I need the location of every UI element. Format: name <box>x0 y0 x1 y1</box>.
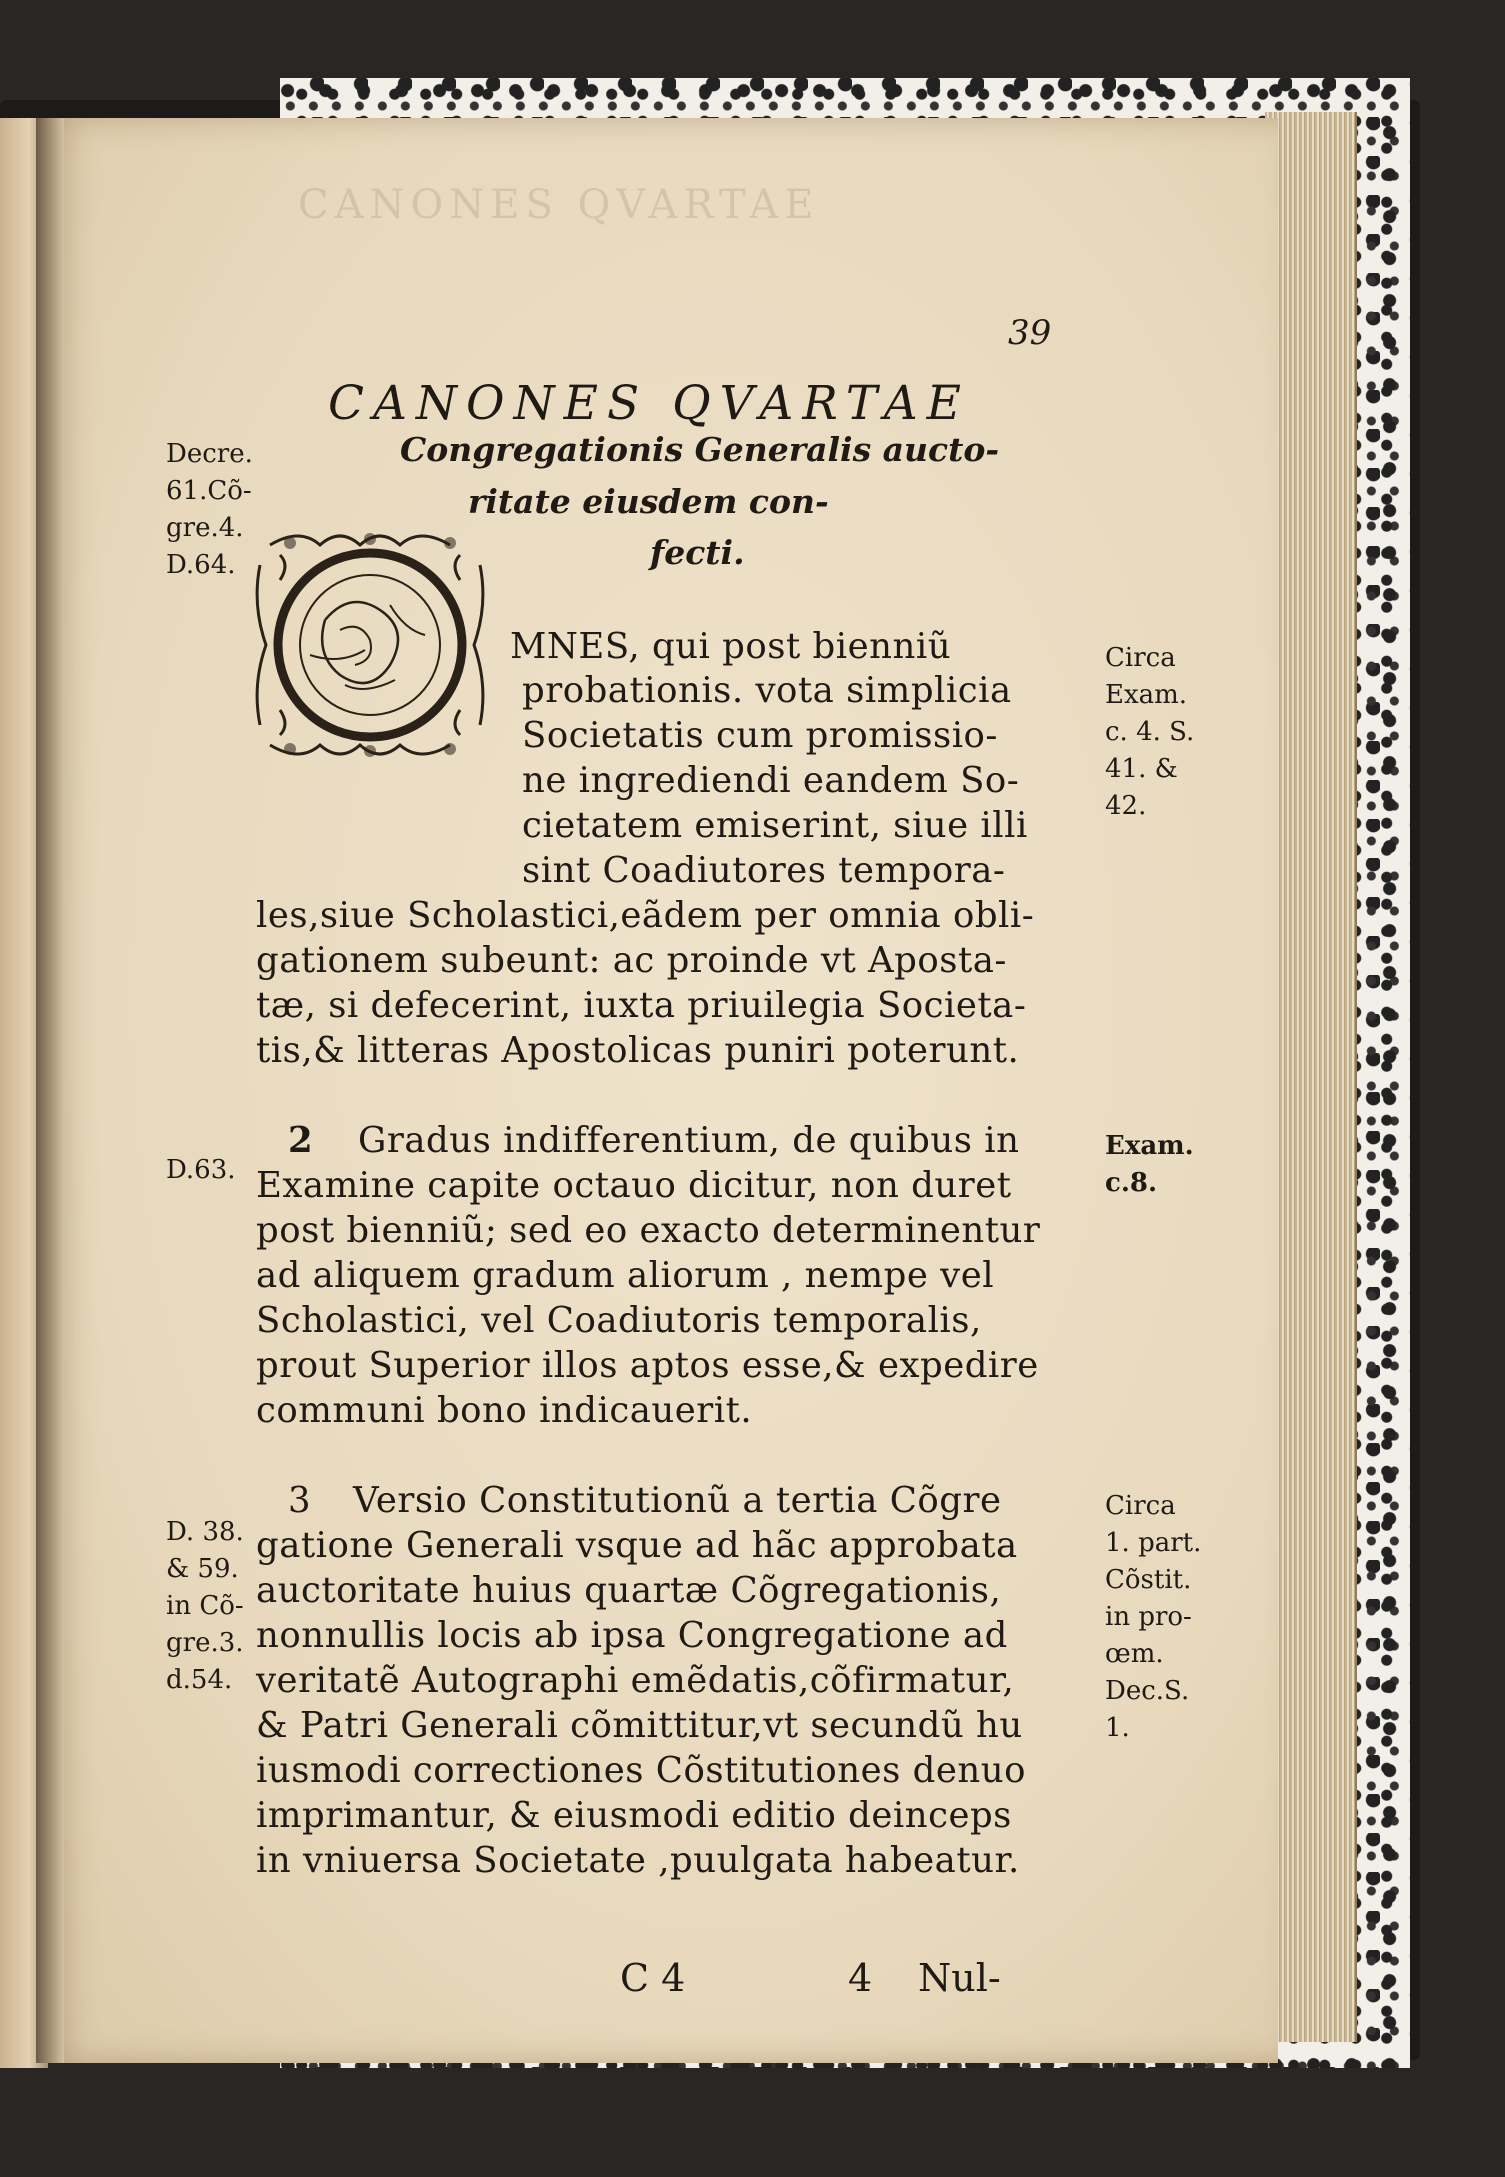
paragraph-3-line-3: auctoritate huius quartæ Cõgregationis, <box>256 1570 1002 1611</box>
paragraph-2-line-4: ad aliquem gradum aliorum , nempe vel <box>256 1255 995 1296</box>
paragraph-1-line-5: cietatem emiserint, siue illi <box>522 805 1028 846</box>
chapter-subtitle-line-1: Congregationis Generalis aucto- <box>400 430 1000 469</box>
paragraph-3-line-8: imprimantur, & eiusmodi editio deinceps <box>256 1795 1012 1836</box>
chapter-subtitle-line-3: fecti. <box>650 533 745 572</box>
paragraph-2-line-2: Examine capite octauo dicitur, non duret <box>256 1165 1012 1206</box>
page-fore-edges <box>1265 112 1357 2042</box>
paragraph-3-line-5: veritatẽ Autographi emẽdatis,cõfirmatur, <box>256 1660 1015 1701</box>
margin-note-right-3: Circa 1. part. Cõstit. in pro- œm. Dec.S. 1. <box>1105 1491 1202 1743</box>
paragraph-1-line-9: tæ, si defecerint, iuxta priuilegia Societa- <box>256 985 1027 1026</box>
margin-note-right-2: Exam. c.8. <box>1105 1131 1194 1198</box>
paragraph-1-line-6: sint Coadiutores tempora- <box>522 850 1006 891</box>
gutter-shadow <box>36 118 64 2063</box>
paragraph-2-number: 2 <box>288 1120 314 1161</box>
book-page <box>48 118 1278 2063</box>
paragraph-1-line-4: ne ingrediendi eandem So- <box>522 760 1020 801</box>
paragraph-1-line-1: MNES, qui post bienniũ <box>510 626 952 667</box>
margin-note-left-2: D.63. <box>166 1155 236 1185</box>
paragraph-1-line-7: les,siue Scholastici,eãdem per omnia obli- <box>256 895 1035 936</box>
footer-number: 4 <box>848 1956 873 2000</box>
paragraph-2-line-7: communi bono indicauerit. <box>256 1390 753 1431</box>
page-number: 39 <box>1008 313 1052 353</box>
decorated-initial <box>250 525 490 765</box>
paragraph-1-line-2: probationis. vota simplicia <box>522 670 1012 711</box>
paragraph-1-line-8: gationem subeunt: ac proinde vt Aposta- <box>256 940 1007 981</box>
paragraph-3-number: 3 <box>288 1480 312 1521</box>
chapter-title: CANONES QVARTAE <box>328 376 970 431</box>
catchword: Nul- <box>918 1956 1001 2000</box>
margin-note-left-1: Decre. 61.Cõ- gre.4. D.64. <box>166 439 253 580</box>
show-through-text: CANONES QVARTAE <box>298 182 820 228</box>
paragraph-1-line-3: Societatis cum promissio- <box>522 715 998 756</box>
margin-note-right-1: Circa Exam. c. 4. S. 41. & 42. <box>1105 643 1195 821</box>
paragraph-3-line-7: iusmodi correctiones Cõstitutiones denuo <box>256 1750 1026 1791</box>
margin-note-left-3: D. 38. & 59. in Cõ- gre.3. d.54. <box>166 1517 244 1695</box>
paragraph-2-line-3: post bienniũ; sed eo exacto determinentur <box>256 1210 1041 1251</box>
paragraph-3-line-9: in vniuersa Societate ,puulgata habeatur. <box>256 1840 1020 1881</box>
woodcut-ornament-icon <box>250 525 490 765</box>
paragraph-2-line-6: prout Superior illos aptos esse,& expedire <box>256 1345 1039 1386</box>
paragraph-3-line-4: nonnullis locis ab ipsa Congregatione ad <box>256 1615 1008 1656</box>
paragraph-3-line-6: & Patri Generali cõmittitur,vt secundũ hu <box>256 1705 1023 1746</box>
paragraph-2-line-5: Scholastici, vel Coadiutoris temporalis, <box>256 1300 982 1341</box>
paragraph-2-line-1: Gradus indifferentium, de quibus in <box>358 1120 1020 1161</box>
paragraph-3-line-2: gatione Generali vsque ad hãc approbata <box>256 1525 1018 1566</box>
chapter-subtitle-line-2: ritate eiusdem con- <box>468 482 829 521</box>
signature-mark: C 4 <box>620 1956 686 2000</box>
paragraph-1-line-10: tis,& litteras Apostolicas puniri poterunt. <box>256 1030 1020 1071</box>
paragraph-3-line-1: Versio Constitutionũ a tertia Cõgre <box>353 1480 1002 1521</box>
